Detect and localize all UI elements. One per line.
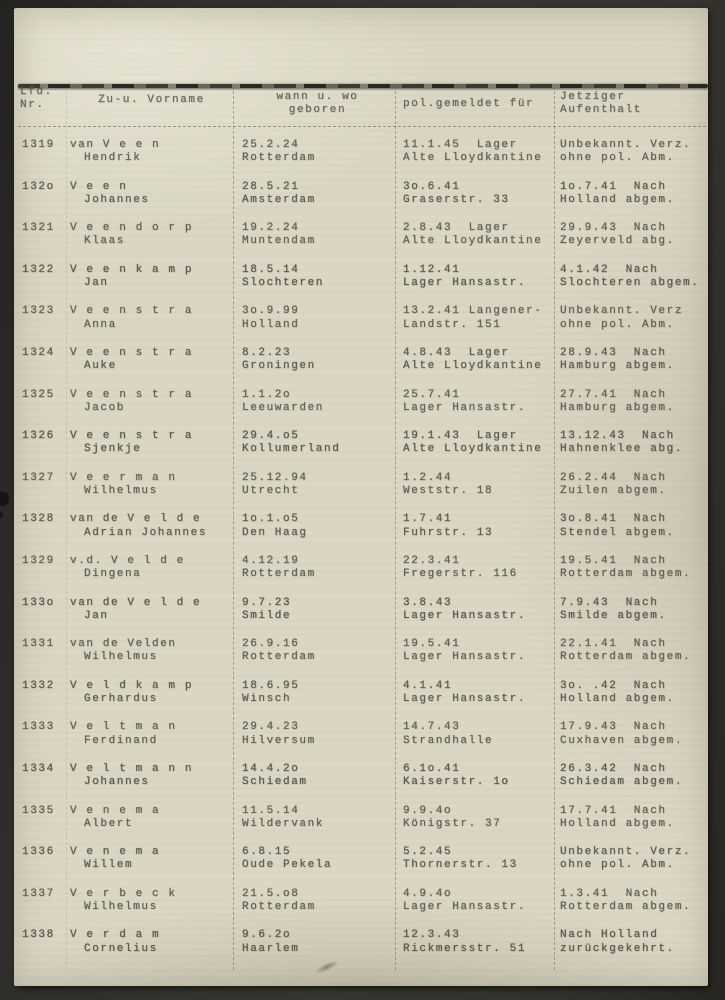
- cell-born: 11.5.14 Wildervank: [242, 804, 325, 830]
- column-header-name: Zu-u. Vorname: [98, 94, 205, 106]
- document-page: [14, 8, 708, 986]
- cell-residence: 22.1.41 Nach Rotterdam abgem.: [560, 638, 692, 664]
- cell-name: V e l t m a n n Johannes: [70, 762, 194, 789]
- cell-number: 1322: [22, 263, 55, 276]
- cell-born: 1o.1.o5 Den Haag: [242, 513, 308, 539]
- cell-residence: 1.3.41 Nach Rotterdam abgem.: [560, 887, 692, 913]
- cell-registered: 14.7.43 Strandhalle: [403, 721, 494, 747]
- cell-number: 133o: [22, 596, 55, 609]
- table-row: [14, 550, 708, 592]
- column-header-registered: pol.gemeldet für: [403, 98, 535, 110]
- cell-number: 1337: [22, 887, 55, 900]
- cell-number: 1326: [22, 430, 55, 443]
- cell-residence: 3o. .42 Nach Holland abgem.: [560, 679, 675, 706]
- cell-born: 4.12.19 Rotterdam: [242, 554, 316, 581]
- table-row: [14, 217, 708, 259]
- cell-residence: 28.9.43 Nach Hamburg abgem.: [560, 346, 675, 373]
- cell-name: V e l t m a n Ferdinand: [70, 721, 177, 747]
- table-row: [14, 633, 708, 675]
- table-row: [14, 384, 708, 426]
- cell-name: V e n e m a Willem: [70, 846, 161, 872]
- header-top-rule: [18, 84, 708, 88]
- cell-residence: 3o.8.41 Nach Stendel abgem.: [560, 513, 675, 539]
- cell-born: 18.5.14 Slochteren: [242, 263, 325, 290]
- cell-name: v.d. V e l d e Dingena: [70, 554, 185, 581]
- cell-number: 1332: [22, 679, 55, 692]
- table-row: [14, 425, 708, 467]
- cell-number: 132o: [22, 180, 55, 193]
- cell-name: V e e n k a m p Jan: [70, 263, 194, 290]
- cell-residence: Unbekannt. Verz. ohne pol. Abm.: [560, 139, 692, 165]
- cell-born: 29.4.23 Hilversum: [242, 721, 316, 747]
- cell-residence: 7.9.43 Nach Smilde abgem.: [560, 596, 667, 622]
- table-row: [14, 800, 708, 842]
- cell-residence: Unbekannt. Verz. ohne pol. Abm.: [560, 846, 692, 872]
- table-row: [14, 758, 708, 800]
- cell-name: V e e n s t r a Anna: [70, 305, 194, 331]
- cell-born: 8.2.23 Groningen: [242, 346, 316, 373]
- cell-name: V e l d k a m p Gerhardus: [70, 679, 194, 706]
- cell-born: 18.6.95 Winsch: [242, 679, 300, 706]
- cell-born: 9.6.2o Haarlem: [242, 929, 300, 955]
- table-row: [14, 592, 708, 634]
- cell-registered: 4.9.4o Lager Hansastr.: [403, 887, 527, 913]
- cell-born: 3o.9.99 Holland: [242, 305, 300, 331]
- column-header-born: wann u. wo geboren: [276, 91, 359, 117]
- cell-registered: 13.2.41 Langener- Landstr. 151: [403, 305, 543, 331]
- cell-registered: 19.1.43 Lager Alte Lloydkantine: [403, 430, 543, 456]
- cell-number: 1328: [22, 513, 55, 526]
- cell-registered: 4.8.43 Lager Alte Lloydkantine: [403, 346, 543, 373]
- cell-name: V e e n s t r a Jacob: [70, 388, 194, 414]
- table-row: [14, 176, 708, 218]
- cell-name: van de V e l d e Adrian Johannes: [70, 513, 208, 539]
- table-row: [14, 841, 708, 883]
- table-row: [14, 342, 708, 384]
- table-row: [14, 716, 708, 758]
- cell-registered: 19.5.41 Lager Hansastr.: [403, 638, 527, 664]
- cell-born: 25.12.94 Utrecht: [242, 471, 308, 498]
- cell-number: 1321: [22, 222, 55, 235]
- cell-name: V e r d a m Cornelius: [70, 929, 161, 955]
- cell-registered: 1.7.41 Fuhrstr. 13: [403, 513, 494, 539]
- cell-born: 9.7.23 Smilde: [242, 596, 292, 622]
- cell-number: 1338: [22, 929, 55, 942]
- table-row: [14, 467, 708, 509]
- column-header-number: Lfd. Nr.: [20, 86, 53, 112]
- cell-residence: Unbekannt. Verz ohne pol. Abm.: [560, 305, 684, 331]
- cell-number: 1333: [22, 721, 55, 734]
- cell-name: V e e n Johannes: [70, 180, 150, 206]
- table-row: [14, 883, 708, 925]
- cell-residence: 26.3.42 Nach Schiedam abgem.: [560, 762, 684, 789]
- table-row: [14, 675, 708, 717]
- cell-born: 1.1.2o Leeuwarden: [242, 388, 325, 414]
- cell-registered: 1.2.44 Weststr. 18: [403, 471, 494, 498]
- cell-name: V e e n s t r a Auke: [70, 346, 194, 373]
- cell-registered: 11.1.45 Lager Alte Lloydkantine: [403, 139, 543, 165]
- cell-registered: 12.3.43 Rickmersstr. 51: [403, 929, 527, 955]
- cell-residence: 1o.7.41 Nach Holland abgem.: [560, 180, 675, 206]
- cell-residence: 27.7.41 Nach Hamburg abgem.: [560, 388, 675, 414]
- cell-number: 1327: [22, 471, 55, 484]
- cell-registered: 4.1.41 Lager Hansastr.: [403, 679, 527, 706]
- cell-number: 1324: [22, 346, 55, 359]
- cell-registered: 1.12.41 Lager Hansastr.: [403, 263, 527, 290]
- cell-born: 21.5.o8 Rotterdam: [242, 887, 316, 913]
- cell-born: 26.9.16 Rotterdam: [242, 638, 316, 664]
- cell-name: van V e e n Hendrik: [70, 139, 161, 165]
- cell-born: 19.2.24 Muntendam: [242, 222, 316, 248]
- cell-registered: 3.8.43 Lager Hansastr.: [403, 596, 527, 622]
- column-header-residence: Jetziger Aufenthalt: [560, 91, 643, 117]
- table-row: [14, 300, 708, 342]
- table-row: [14, 508, 708, 550]
- cell-registered: 3o.6.41 Graserstr. 33: [403, 180, 510, 206]
- cell-born: 28.5.21 Amsterdam: [242, 180, 316, 206]
- cell-number: 1319: [22, 139, 55, 151]
- table-row: [14, 134, 708, 176]
- cell-number: 1336: [22, 846, 55, 859]
- cell-number: 1325: [22, 388, 55, 401]
- cell-number: 1334: [22, 762, 55, 775]
- table-row: [14, 924, 708, 966]
- cell-residence: 19.5.41 Nach Rotterdam abgem.: [560, 554, 692, 581]
- cell-registered: 2.8.43 Lager Alte Lloydkantine: [403, 222, 543, 248]
- cell-name: van de V e l d e Jan: [70, 596, 202, 622]
- cell-name: V e r b e c k Wilhelmus: [70, 887, 177, 913]
- cell-born: 25.2.24 Rotterdam: [242, 139, 316, 165]
- table-body: [14, 134, 708, 966]
- cell-name: V e e r m a n Wilhelmus: [70, 471, 177, 498]
- cell-residence: 26.2.44 Nach Zuilen abgem.: [560, 471, 667, 498]
- cell-name: V e e n s t r a Sjenkje: [70, 430, 194, 456]
- cell-born: 14.4.2o Schiedam: [242, 762, 308, 789]
- cell-residence: 13.12.43 Nach Hahnenklee abg.: [560, 430, 684, 456]
- cell-number: 1331: [22, 638, 55, 651]
- cell-residence: Nach Holland zurückgekehrt.: [560, 929, 675, 955]
- cell-name: V e n e m a Albert: [70, 804, 161, 830]
- cell-number: 1323: [22, 305, 55, 318]
- cell-name: van de Velden Wilhelmus: [70, 638, 177, 664]
- cell-born: 6.8.15 Oude Pekela: [242, 846, 333, 872]
- cell-name: V e e n d o r p Klaas: [70, 222, 194, 248]
- cell-registered: 5.2.45 Thornerstr. 13: [403, 846, 518, 872]
- cell-registered: 22.3.41 Fregerstr. 116: [403, 554, 518, 581]
- cell-residence: 17.9.43 Nach Cuxhaven abgem.: [560, 721, 684, 747]
- cell-residence: 29.9.43 Nach Zeyerveld abg.: [560, 222, 675, 248]
- cell-registered: 6.1o.41 Kaiserstr. 1o: [403, 762, 510, 789]
- cell-residence: 17.7.41 Nach Holland abgem.: [560, 804, 675, 830]
- cell-registered: 9.9.4o Königstr. 37: [403, 804, 502, 830]
- cell-registered: 25.7.41 Lager Hansastr.: [403, 388, 527, 414]
- cell-born: 29.4.o5 Kollumerland: [242, 430, 341, 456]
- cell-residence: 4.1.42 Nach Slochteren abgem.: [560, 263, 700, 290]
- table-row: [14, 259, 708, 301]
- header-underline: [18, 126, 706, 127]
- cell-number: 1335: [22, 804, 55, 817]
- cell-number: 1329: [22, 554, 55, 567]
